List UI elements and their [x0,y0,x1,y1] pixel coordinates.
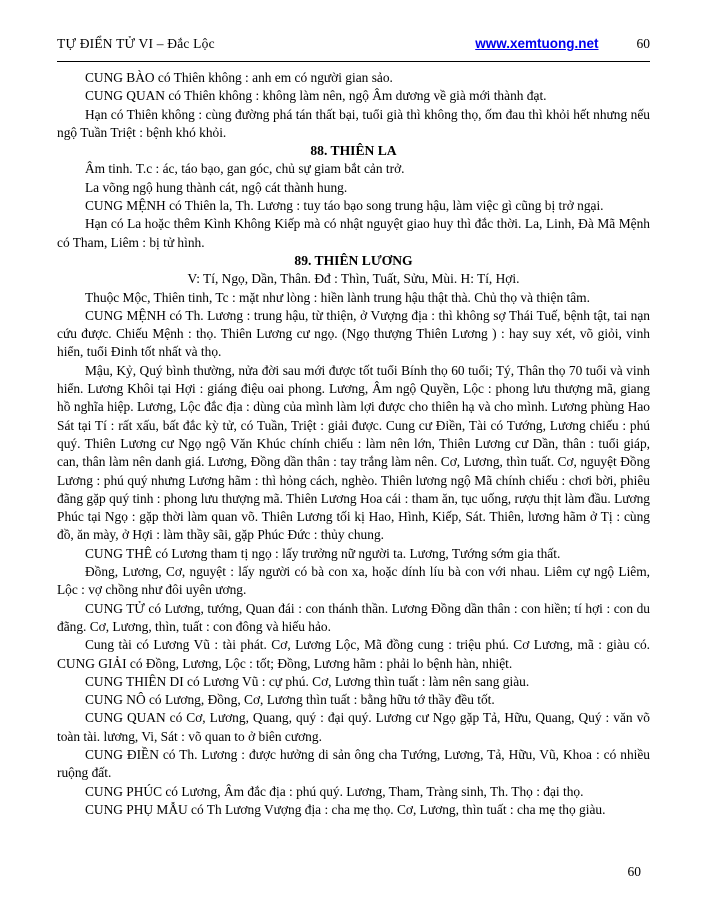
paragraph: Âm tinh. T.c : ác, táo bạo, gan góc, chủ sự giam bắt cản trở. [85,161,405,177]
header-right-group [475,36,650,52]
footer-page-number: 60 [627,864,641,879]
paragraph: CUNG QUAN có Cơ, Lương, Quang, quý : đại quý. Lương cư Ngọ gặp Tả, Hữu, Quang, Quý : văn võ toàn tài. lương, Vi, Sát : võ quan to ở biên cương. [57,710,650,744]
section-subheading: V: Tí, Ngọ, Dần, Thân. Đđ : Thìn, Tuất, Sửu, Mùi. H: Tí, Hợi. [187,271,520,287]
section-heading-89-thien-luong: 89. THIÊN LƯƠNG [294,252,413,268]
paragraph: CUNG THIÊN DI có Lương Vũ : cự phú. Cơ, Lương thìn tuất : làm nên sang giàu. [85,673,530,689]
paragraph: CUNG THÊ có Lương tham tị ngọ : lấy trưởng nữ người ta. Lương, Tướng sớm gia thất. [85,545,561,561]
paragraph: CUNG MỆNH có Thiên la, Th. Lương : tuy táo bạo song trung hậu, làm việc gì cũng bị trở ngại. [85,198,604,214]
paragraph: Mậu, Kỷ, Quý bình thường, nửa đời sau mới được tốt tuổi Bính thọ 60 tuổi; Tý, Thân thọ 70 tuổi và vinh hiển. Lương Khôi tại Hợi : giáng điệu oai phong. Lương, Âm ngộ Quyền, Lộc : phong lưu thượng mã, giang hồ nghĩa hiệp. Lương, Lộc đắc địa : dùng của mình làm lợi được cho thiên hạ và cho mình. Lương phùng Hao Sát tại Tí : rất xấu, bất đắc kỳ tử, có Tuần, Triệt : giải được. Cung cư Điền, Tài có Tướng, Lương chiếu : phú quý. Thiên Lương cư Ngọ ngộ Văn Khúc chính chiếu : làm nên lớn, Thiên Lương cư Dần, thân : tuổi giáp, can, thân làm nên danh giá. Lương, Đồng dần thân : tay trắng làm nên. Cơ, Lương, thìn tuất. Cơ, nguyệt Đồng Lương : phú quý nhưng Lương hãm : thì hỏng cách, nghèo. Thiên lương ngộ Mã chính chiếu : chơi bời, phiêu đãng gặp quý tinh : phong lưu thượng mã. Thiên Lương Hoa cái : tham ăn, tục uống, rượu thịt làm đầu. Lương Phúc tại Ngọ : gặp thời làm quan võ. Thiên Lương tối kị Hao, Hình, Kiếp, Sát. Thiên, lương hãm ở Tị : cùng đồ, ăn mày, ở Hợi : làm thầy sãi, gặp Phúc Đức : thủy chung. [57,362,650,543]
paragraph: Thuộc Mộc, Thiên tinh, Tc : mặt như lòng : hiền lành trung hậu thật thà. Chủ thọ và thiện tâm. [85,289,590,305]
paragraph: La võng ngộ hung thành cát, ngộ cát thành hung. [85,179,348,195]
paragraph: Đồng, Lương, Cơ, nguyệt : lấy người có bà con xa, hoặc dính líu bà con với nhau. Liêm cự ngộ Liêm, Lộc : vợ chồng như đôi uyên ương. [57,564,650,598]
paragraph: Hạn có Thiên không : cùng đường phá tán thất bại, tuổi già thì không thọ, ốm đau thì khỏi hết nhưng nếu ngộ Tuần Triệt : bệnh khó khỏi. [57,106,650,140]
document-body [57,69,650,819]
section-heading-88-thien-la: 88. THIÊN LA [310,143,397,159]
header-divider [57,61,650,62]
paragraph: CUNG TỬ có Lương, tướng, Quan đái : con thánh thần. Lương Đồng dần thân : con hiền; tí hợi : con du đãng. Cơ, Lương, thìn, tuất : con đông và hiếu hảo. [57,600,650,634]
header-page-number: 60 [636,36,650,51]
paragraph: Hạn có La hoặc thêm Kình Không Kiếp mà có nhật nguyệt giao huy thì đắc thời. La, Linh, Đà Mã Mệnh có Tham, Liêm : bị tử hình. [57,216,650,250]
paragraph: CUNG QUAN có Thiên không : không làm nên, ngộ Âm dương về già mới thành đạt. [85,88,547,104]
paragraph: CUNG MỆNH có Th. Lương : trung hậu, từ thiện, ở Vượng địa : thì không sợ Thái Tuế, bệnh tật, tai nạn cứu được. Chiếu Mệnh : thọ. Thiên Lương cư ngọ. (Ngọ thượng Thiên Lương ) : hay suy xét, võ giỏi, vinh hiển, tuổi Đinh tốt nhất và thọ. [57,307,650,360]
website-link[interactable]: www.xemtuong.net [475,36,599,51]
paragraph: CUNG PHÚC có Lương, Âm đắc địa : phú quý. Lương, Tham, Tràng sinh, Th. Thọ : đại thọ. [85,783,584,799]
paragraph: CUNG NÔ có Lương, Đồng, Cơ, Lương thìn tuất : bằng hữu tớ thầy đều tốt. [85,692,495,708]
paragraph: CUNG ĐIỀN có Th. Lương : được hưởng di sản ông cha Tướng, Lương, Tả, Hữu, Vũ, Khoa : có nhiều ruộng đất. [57,746,650,781]
page-header [57,36,650,52]
paragraph: CUNG BÀO có Thiên không : anh em có người gian sảo. [85,70,393,85]
paragraph: Cung tài có Lương Vũ : tài phát. Cơ, Lương Lộc, Mã đồng cung : triệu phú. Cơ Lương, mã : giàu có. CUNG GIẢI có Đồng, Lương, Lộc : tốt; Đồng, Lương hãm : phải lo bệnh hàn, nhiệt. [57,637,650,671]
document-title: TỰ ĐIỂN TỬ VI – Đắc Lộc [57,36,215,51]
paragraph: CUNG PHỤ MẪU có Th Lương Vượng địa : cha mẹ thọ. Cơ, Lương, thìn tuất : cha mẹ thọ giàu. [85,801,606,817]
